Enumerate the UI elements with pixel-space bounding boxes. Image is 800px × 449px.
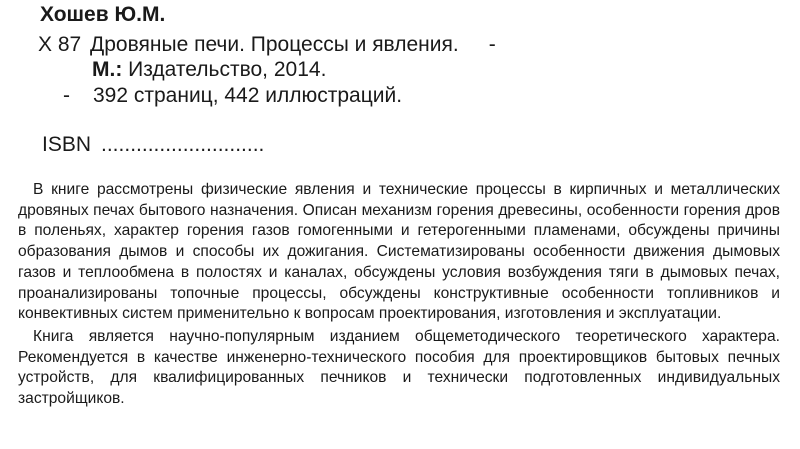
- extent-text: 392 страниц, 442 иллюстраций.: [93, 84, 403, 107]
- abstract: [18, 180, 780, 410]
- book-title: Дровяные печи. Процессы и явления.: [90, 33, 459, 56]
- publisher-name: Издательство, 2014.: [128, 58, 327, 81]
- title-line: [38, 33, 496, 57]
- publisher-city: М.:: [92, 58, 123, 81]
- abstract-paragraph: Книга является научно-популярным изданием общеметодического теоретического характера. Рекомендуется в качестве инженерно-технического пособия для проектировщиков бытовых печных устройств, для квалифицированных печников и технически подготовленных индивидуальных застройщиков.: [18, 327, 780, 408]
- extent-line: [63, 84, 402, 108]
- publisher-line: [92, 58, 326, 82]
- abstract-paragraph: В книге рассмотрены физические явления и технические процессы в кирпичных и металлических дровяных печах бытового назначения. Описан механизм горения древесины, особенности горения дров в поленьях, характер горения газов гомогенными и гетерогенными пламенами, обсуждены причины образования дымов и способы их дожигания. Систематизированы особенности движения дымовых газов и теплообмена в полостях и каналах, обсуждены условия возбуждения тяги в дымовых печах, проанализированы топочные процессы, обсуждены конструктивные особенности топливников и конвективных систем применительно к вопросам проектирования, изготовления и эксплуатации.: [18, 181, 780, 323]
- title-dash: -: [488, 33, 496, 56]
- author-name: Хошев Ю.М.: [40, 3, 166, 26]
- classification-code: Х 87: [38, 33, 82, 56]
- isbn-label: ISBN: [42, 133, 92, 156]
- isbn-placeholder: ............................: [101, 133, 265, 156]
- extent-dash: -: [63, 84, 70, 107]
- isbn-line: [42, 133, 264, 157]
